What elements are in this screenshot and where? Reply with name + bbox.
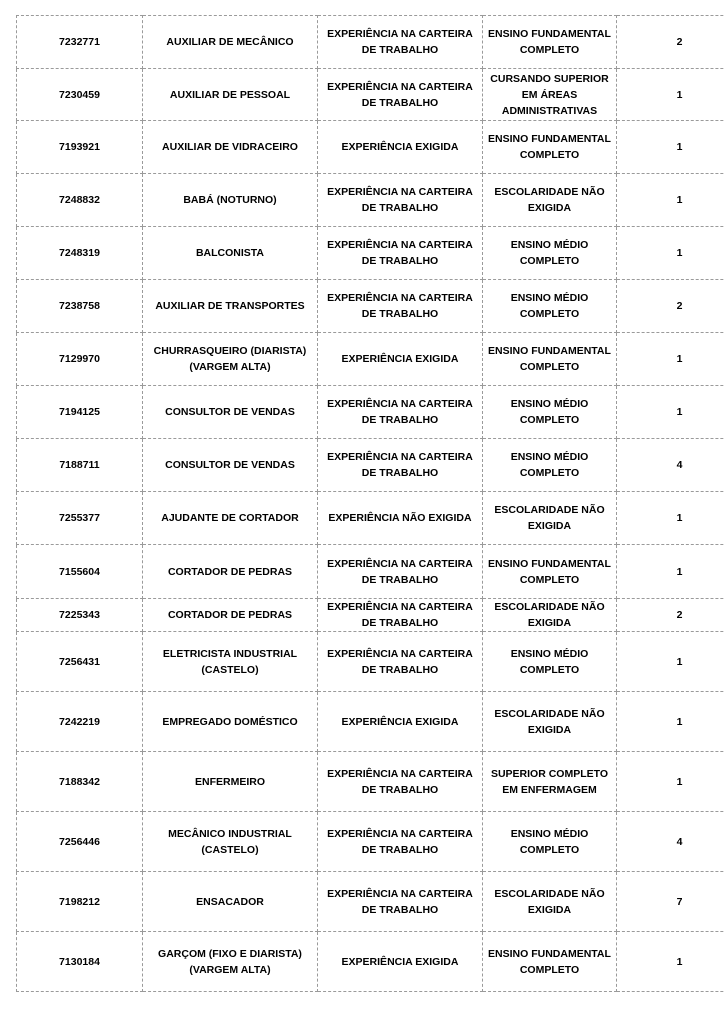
quantity-cell: 1 [617, 69, 724, 121]
experience-cell: EXPERIÊNCIA NA CARTEIRA DE TRABALHO [318, 16, 483, 69]
experience-cell: EXPERIÊNCIA NA CARTEIRA DE TRABALHO [318, 545, 483, 599]
job-title-cell: AUXILIAR DE TRANSPORTES [143, 280, 318, 333]
education-cell: ENSINO MÉDIO COMPLETO [483, 812, 617, 872]
vacancy-code-cell: 7230459 [17, 69, 143, 121]
table-row [17, 492, 724, 545]
education-cell: ESCOLARIDADE NÃO EXIGIDA [483, 872, 617, 932]
quantity-cell: 1 [617, 386, 724, 439]
quantity-cell: 1 [617, 692, 724, 752]
experience-cell: EXPERIÊNCIA NA CARTEIRA DE TRABALHO [318, 752, 483, 812]
experience-cell: EXPERIÊNCIA NA CARTEIRA DE TRABALHO [318, 872, 483, 932]
vacancy-code-cell: 7188342 [17, 752, 143, 812]
experience-cell: EXPERIÊNCIA NA CARTEIRA DE TRABALHO [318, 174, 483, 227]
experience-cell: EXPERIÊNCIA NA CARTEIRA DE TRABALHO [318, 812, 483, 872]
job-title-cell: CONSULTOR DE VENDAS [143, 386, 318, 439]
experience-cell: EXPERIÊNCIA NA CARTEIRA DE TRABALHO [318, 69, 483, 121]
vacancy-code-cell: 7155604 [17, 545, 143, 599]
quantity-cell: 2 [617, 280, 724, 333]
quantity-cell: 1 [617, 492, 724, 545]
job-vacancies-table [16, 15, 724, 992]
vacancy-code-cell: 7198212 [17, 872, 143, 932]
quantity-cell: 1 [617, 932, 724, 992]
vacancy-code-cell: 7248832 [17, 174, 143, 227]
experience-cell: EXPERIÊNCIA NA CARTEIRA DE TRABALHO [318, 386, 483, 439]
job-title-cell: ELETRICISTA INDUSTRIAL (CASTELO) [143, 632, 318, 692]
table-row [17, 121, 724, 174]
experience-cell: EXPERIÊNCIA NÃO EXIGIDA [318, 492, 483, 545]
table-row [17, 439, 724, 492]
quantity-cell: 4 [617, 439, 724, 492]
vacancy-code-cell: 7238758 [17, 280, 143, 333]
quantity-cell: 4 [617, 812, 724, 872]
quantity-cell: 1 [617, 227, 724, 280]
vacancy-code-cell: 7255377 [17, 492, 143, 545]
experience-cell: EXPERIÊNCIA NA CARTEIRA DE TRABALHO [318, 599, 483, 632]
job-title-cell: AUXILIAR DE VIDRACEIRO [143, 121, 318, 174]
education-cell: ENSINO MÉDIO COMPLETO [483, 439, 617, 492]
table-row [17, 692, 724, 752]
job-title-cell: MECÂNICO INDUSTRIAL (CASTELO) [143, 812, 318, 872]
table-row [17, 16, 724, 69]
education-cell: ESCOLARIDADE NÃO EXIGIDA [483, 599, 617, 632]
job-title-cell: AUXILIAR DE PESSOAL [143, 69, 318, 121]
job-title-cell: BALCONISTA [143, 227, 318, 280]
job-title-cell: CORTADOR DE PEDRAS [143, 599, 318, 632]
education-cell: ENSINO FUNDAMENTAL COMPLETO [483, 16, 617, 69]
vacancy-code-cell: 7256446 [17, 812, 143, 872]
quantity-cell: 1 [617, 752, 724, 812]
education-cell: ESCOLARIDADE NÃO EXIGIDA [483, 692, 617, 752]
vacancy-code-cell: 7232771 [17, 16, 143, 69]
vacancy-code-cell: 7242219 [17, 692, 143, 752]
job-title-cell: AUXILIAR DE MECÂNICO [143, 16, 318, 69]
education-cell: ENSINO MÉDIO COMPLETO [483, 632, 617, 692]
job-title-cell: CONSULTOR DE VENDAS [143, 439, 318, 492]
education-cell: ENSINO MÉDIO COMPLETO [483, 280, 617, 333]
experience-cell: EXPERIÊNCIA EXIGIDA [318, 932, 483, 992]
experience-cell: EXPERIÊNCIA NA CARTEIRA DE TRABALHO [318, 439, 483, 492]
table-row [17, 545, 724, 599]
quantity-cell: 1 [617, 632, 724, 692]
vacancy-code-cell: 7188711 [17, 439, 143, 492]
experience-cell: EXPERIÊNCIA EXIGIDA [318, 692, 483, 752]
experience-cell: EXPERIÊNCIA NA CARTEIRA DE TRABALHO [318, 280, 483, 333]
education-cell: ENSINO MÉDIO COMPLETO [483, 386, 617, 439]
education-cell: ESCOLARIDADE NÃO EXIGIDA [483, 492, 617, 545]
job-title-cell: AJUDANTE DE CORTADOR [143, 492, 318, 545]
job-title-cell: CORTADOR DE PEDRAS [143, 545, 318, 599]
job-title-cell: ENSACADOR [143, 872, 318, 932]
experience-cell: EXPERIÊNCIA NA CARTEIRA DE TRABALHO [318, 632, 483, 692]
vacancy-code-cell: 7130184 [17, 932, 143, 992]
experience-cell: EXPERIÊNCIA EXIGIDA [318, 333, 483, 386]
education-cell: ENSINO MÉDIO COMPLETO [483, 227, 617, 280]
quantity-cell: 2 [617, 599, 724, 632]
job-title-cell: EMPREGADO DOMÉSTICO [143, 692, 318, 752]
quantity-cell: 1 [617, 121, 724, 174]
vacancy-code-cell: 7194125 [17, 386, 143, 439]
table-row [17, 812, 724, 872]
experience-cell: EXPERIÊNCIA NA CARTEIRA DE TRABALHO [318, 227, 483, 280]
table-row [17, 386, 724, 439]
education-cell: ENSINO FUNDAMENTAL COMPLETO [483, 121, 617, 174]
quantity-cell: 2 [617, 16, 724, 69]
table-row [17, 333, 724, 386]
education-cell: ESCOLARIDADE NÃO EXIGIDA [483, 174, 617, 227]
vacancy-code-cell: 7225343 [17, 599, 143, 632]
quantity-cell: 1 [617, 174, 724, 227]
table-row [17, 599, 724, 632]
table-row [17, 280, 724, 333]
job-title-cell: GARÇOM (FIXO E DIARISTA) (VARGEM ALTA) [143, 932, 318, 992]
vacancy-code-cell: 7248319 [17, 227, 143, 280]
education-cell: CURSANDO SUPERIOR EM ÁREAS ADMINISTRATIVAS [483, 69, 617, 121]
job-title-cell: CHURRASQUEIRO (DIARISTA) (VARGEM ALTA) [143, 333, 318, 386]
quantity-cell: 1 [617, 333, 724, 386]
education-cell: SUPERIOR COMPLETO EM ENFERMAGEM [483, 752, 617, 812]
table-row [17, 227, 724, 280]
education-cell: ENSINO FUNDAMENTAL COMPLETO [483, 932, 617, 992]
job-title-cell: BABÁ (NOTURNO) [143, 174, 318, 227]
table-row [17, 632, 724, 692]
vacancy-code-cell: 7193921 [17, 121, 143, 174]
table-row [17, 932, 724, 992]
education-cell: ENSINO FUNDAMENTAL COMPLETO [483, 545, 617, 599]
vacancy-code-cell: 7256431 [17, 632, 143, 692]
table-row [17, 752, 724, 812]
quantity-cell: 7 [617, 872, 724, 932]
table-row [17, 174, 724, 227]
table-row [17, 872, 724, 932]
table-row [17, 69, 724, 121]
job-title-cell: ENFERMEIRO [143, 752, 318, 812]
education-cell: ENSINO FUNDAMENTAL COMPLETO [483, 333, 617, 386]
quantity-cell: 1 [617, 545, 724, 599]
experience-cell: EXPERIÊNCIA EXIGIDA [318, 121, 483, 174]
vacancy-code-cell: 7129970 [17, 333, 143, 386]
